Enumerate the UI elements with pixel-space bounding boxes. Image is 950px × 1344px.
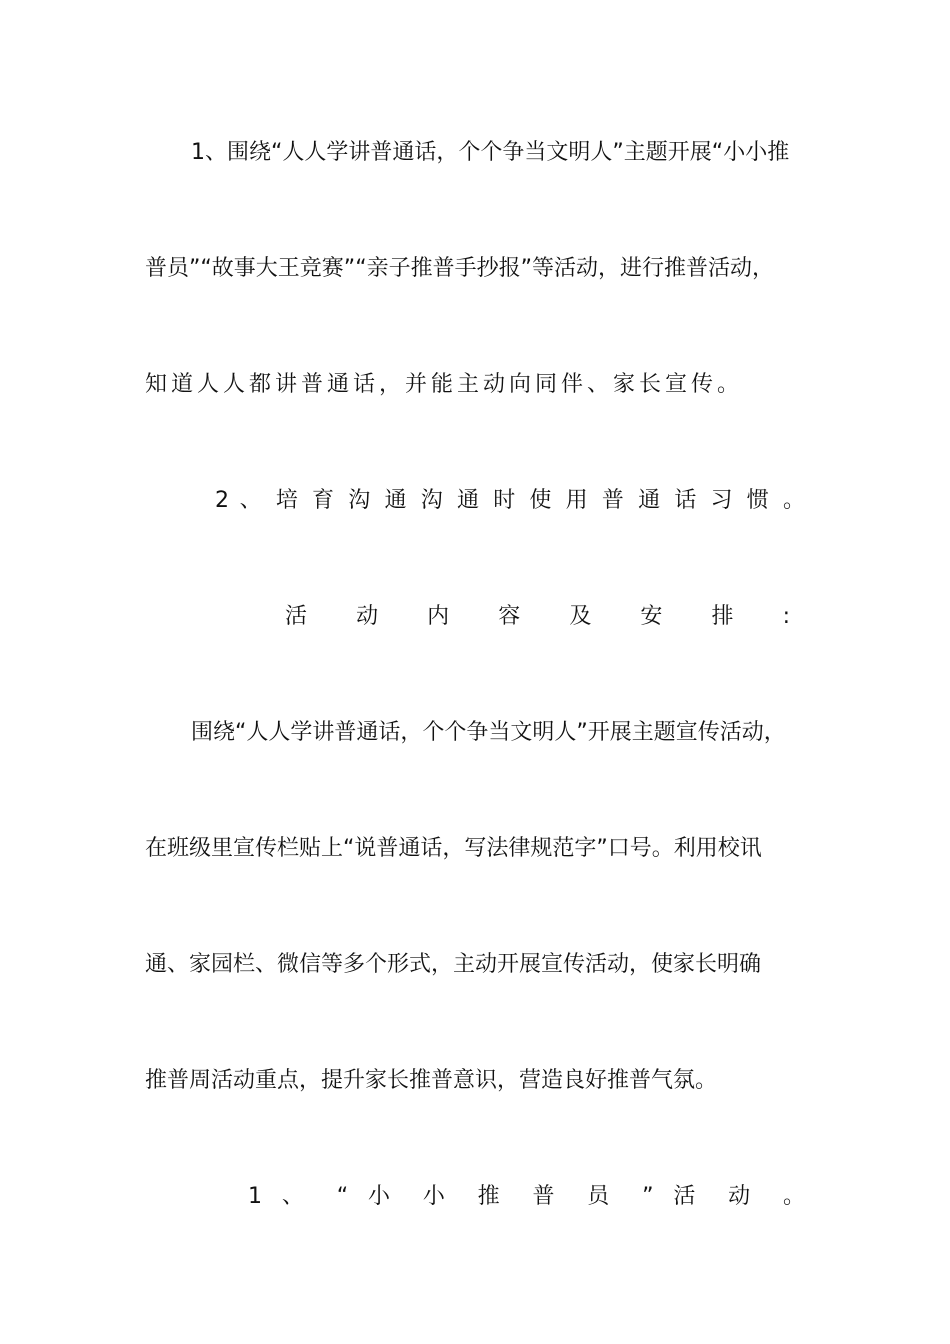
paragraph-line-9: 推普周活动重点，提升家长推普意识，营造良好推普气氛。 [145, 1068, 718, 1093]
paragraph-line-2: 普员”“故事大王竞赛”“亲子推普手抄报”等活动，进行推普活动， [145, 256, 774, 281]
paragraph-line-7: 在班级里宣传栏贴上“说普通话，写法律规范字”口号。利用校讯 [145, 836, 762, 861]
paragraph-line-1: 1、围绕“人人学讲普通话，个个争当文明人”主题开展“小小推 [191, 140, 790, 165]
numbered-heading-1-activity: 1 、 “ 小 小 推 普 员 ” 活 动 。 [248, 1184, 805, 1209]
section-heading-activities: 活 动 内 容 及 安 排 : [285, 604, 790, 629]
numbered-heading-2: 2 、 培 育 沟 通 沟 通 时 使 用 普 通 话 习 惯 。 [215, 488, 805, 513]
paragraph-line-6: 围绕“人人学讲普通话，个个争当文明人”开展主题宣传活动， [191, 720, 786, 745]
paragraph-line-8: 通、家园栏、微信等多个形式，主动开展宣传活动，使家长明确 [145, 952, 762, 977]
paragraph-line-3: 知道人人都讲普通话，并能主动向同伴、家长宣传。 [145, 372, 744, 397]
